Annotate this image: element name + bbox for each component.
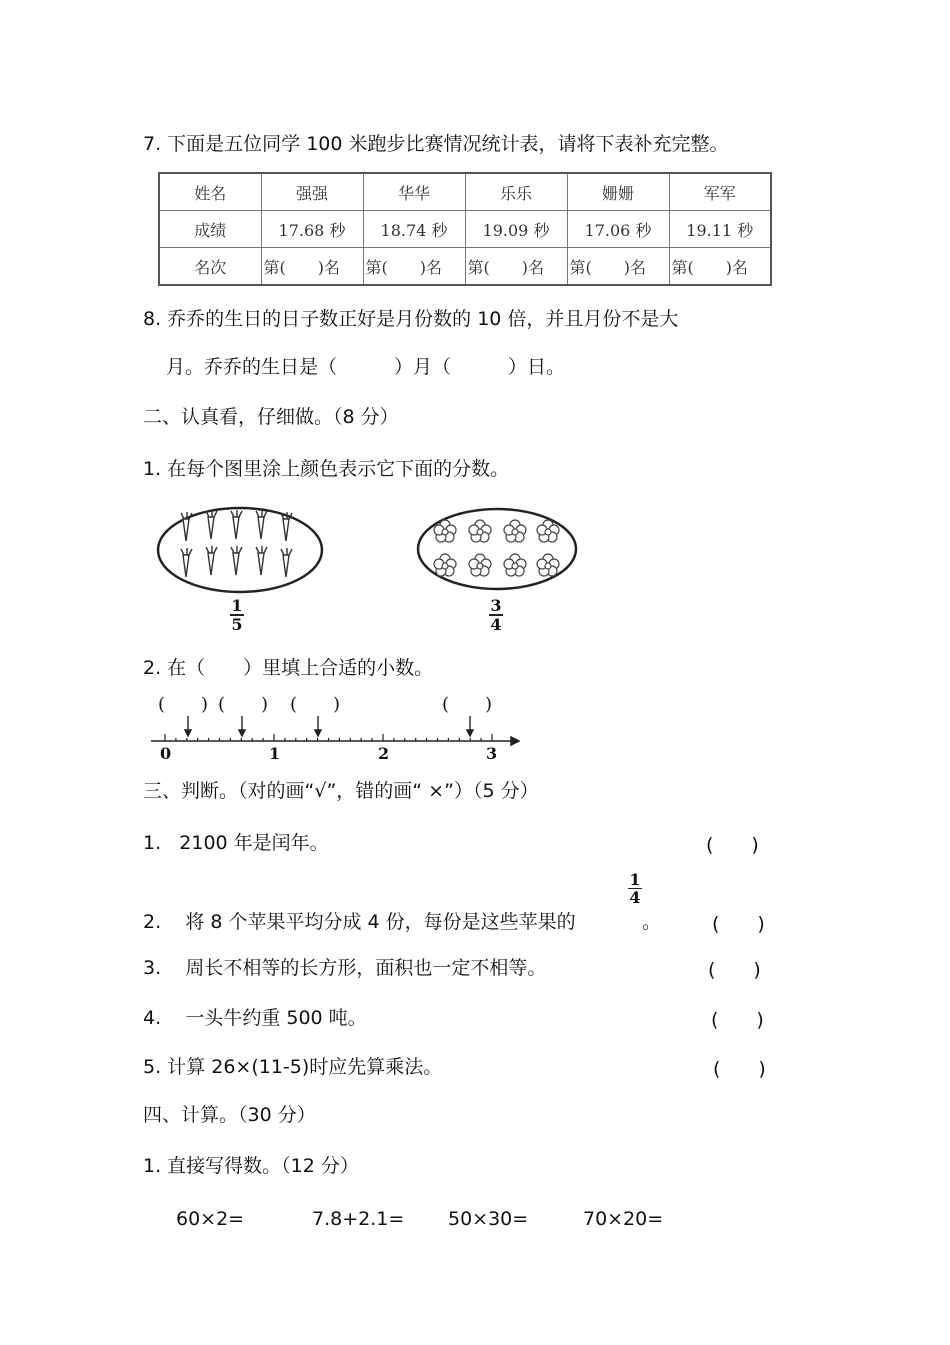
numberline-blank-3[interactable]: ( ) — [290, 694, 341, 715]
carrot-icon — [256, 510, 267, 539]
carrot-oval-figure[interactable] — [155, 505, 325, 595]
fraction-numerator: 1 — [231, 596, 243, 615]
judge-item-3 — [143, 956, 546, 980]
rank-cell[interactable]: 第( )名 — [261, 248, 363, 286]
fraction-numerator: 3 — [490, 596, 502, 615]
table-header-name: 姓名 — [159, 173, 261, 211]
item-text: 将 8 个苹果平均分成 4 份，每份是这些苹果的 — [185, 911, 576, 933]
carrot-icon — [181, 512, 192, 541]
rank-cell[interactable]: 第( )名 — [669, 248, 771, 286]
fraction-denominator: 4 — [490, 615, 502, 634]
carrot-icon — [181, 548, 192, 577]
table-header: 强强 — [261, 173, 363, 211]
flower-oval-figure[interactable] — [415, 505, 580, 593]
flower-icon — [469, 520, 491, 542]
table-header: 华华 — [363, 173, 465, 211]
item-number: 1. — [143, 832, 162, 854]
fraction-denominator: 5 — [231, 615, 243, 634]
section4-q1: 1. 直接写得数。（12 分） — [143, 1155, 359, 1177]
answer-paren-5[interactable]: ( ) — [713, 1058, 766, 1080]
carrot-icon — [206, 546, 217, 575]
numberline-label-1: 1 — [269, 744, 281, 763]
item-number: 2. — [143, 911, 162, 933]
table-header: 姗姗 — [567, 173, 669, 211]
score-cell: 17.06 秒 — [567, 211, 669, 248]
carrot-icon — [206, 510, 217, 539]
section2-q1: 1. 在每个图里涂上颜色表示它下面的分数。 — [143, 458, 510, 480]
fraction-numerator: 1 — [629, 870, 641, 889]
scores-label: 成绩 — [159, 211, 261, 248]
item-text: 计算 26×(11-5)时应先算乘法。 — [167, 1056, 443, 1078]
rank-cell[interactable]: 第( )名 — [567, 248, 669, 286]
item-text: 周长不相等的长方形，面积也一定不相等。 — [185, 957, 547, 979]
carrot-icon — [256, 546, 267, 575]
calc-problem-4[interactable]: 70×20= — [583, 1208, 664, 1230]
judge-item-1 — [143, 831, 329, 855]
flower-icon — [537, 554, 559, 576]
q8-line1: 8. 乔乔的生日的日子数正好是月份数的 10 倍，并且月份不是大 — [143, 308, 679, 330]
score-cell: 17.68 秒 — [261, 211, 363, 248]
flower-icon — [504, 554, 526, 576]
item-text: 2100 年是闰年。 — [179, 832, 329, 854]
number-line — [145, 712, 520, 748]
item2-period: 。 — [642, 911, 662, 933]
flower-icon — [469, 554, 491, 576]
section3-title: 三、判断。（对的画“√”，错的画“ ×”）（5 分） — [143, 780, 539, 802]
fraction-denominator: 4 — [629, 888, 641, 907]
section2-q2: 2. 在（ ）里填上合适的小数。 — [143, 657, 434, 679]
item-text: 一头牛约重 500 吨。 — [185, 1007, 367, 1029]
numberline-label-2: 2 — [378, 744, 390, 763]
score-cell: 19.11 秒 — [669, 211, 771, 248]
table-header: 军军 — [669, 173, 771, 211]
flower-icon — [504, 520, 526, 542]
q7-text: 7. 下面是五位同学 100 米跑步比赛情况统计表，请将下表补充完整。 — [143, 133, 729, 155]
section2-title: 二、认真看，仔细做。（8 分） — [143, 406, 399, 428]
item-number: 3. — [143, 957, 162, 979]
numberline-blank-1[interactable]: ( ) — [158, 694, 209, 715]
numberline-blank-4[interactable]: ( ) — [442, 694, 493, 715]
q8-line2: 月。乔乔的生日是（ ）月（ ）日。 — [166, 356, 566, 378]
judge-item-5 — [143, 1055, 442, 1079]
answer-paren-1[interactable]: ( ) — [706, 834, 759, 856]
item-number: 5. — [143, 1056, 162, 1078]
carrot-icon — [231, 546, 242, 575]
section4-title: 四、计算。（30 分） — [143, 1104, 316, 1126]
calc-problem-1[interactable]: 60×2= — [176, 1208, 245, 1230]
score-cell: 19.09 秒 — [465, 211, 567, 248]
rank-label: 名次 — [159, 248, 261, 286]
rank-cell[interactable]: 第( )名 — [363, 248, 465, 286]
answer-paren-4[interactable]: ( ) — [711, 1009, 764, 1031]
item-number: 4. — [143, 1007, 162, 1029]
judge-item-4 — [143, 1006, 367, 1030]
race-stats-table — [158, 172, 772, 286]
fraction-one-fifth — [228, 597, 246, 633]
answer-paren-3[interactable]: ( ) — [708, 959, 761, 981]
fraction-one-quarter — [626, 871, 644, 906]
numberline-blank-2[interactable]: ( ) — [218, 694, 269, 715]
fraction-three-quarters — [487, 597, 505, 633]
carrot-icon — [281, 548, 292, 577]
score-cell: 18.74 秒 — [363, 211, 465, 248]
answer-paren-2[interactable]: ( ) — [712, 913, 765, 935]
table-row — [159, 248, 771, 286]
table-row — [159, 173, 771, 211]
calc-problem-3[interactable]: 50×30= — [448, 1208, 529, 1230]
rank-cell[interactable]: 第( )名 — [465, 248, 567, 286]
judge-item-2 — [143, 910, 576, 934]
numberline-label-0: 0 — [160, 744, 172, 763]
carrot-icon — [281, 512, 292, 541]
carrot-icon — [231, 510, 242, 539]
numberline-label-3: 3 — [486, 744, 498, 763]
calc-problem-2[interactable]: 7.8+2.1= — [312, 1208, 405, 1230]
flower-icon — [434, 554, 456, 576]
table-row — [159, 211, 771, 248]
table-header: 乐乐 — [465, 173, 567, 211]
